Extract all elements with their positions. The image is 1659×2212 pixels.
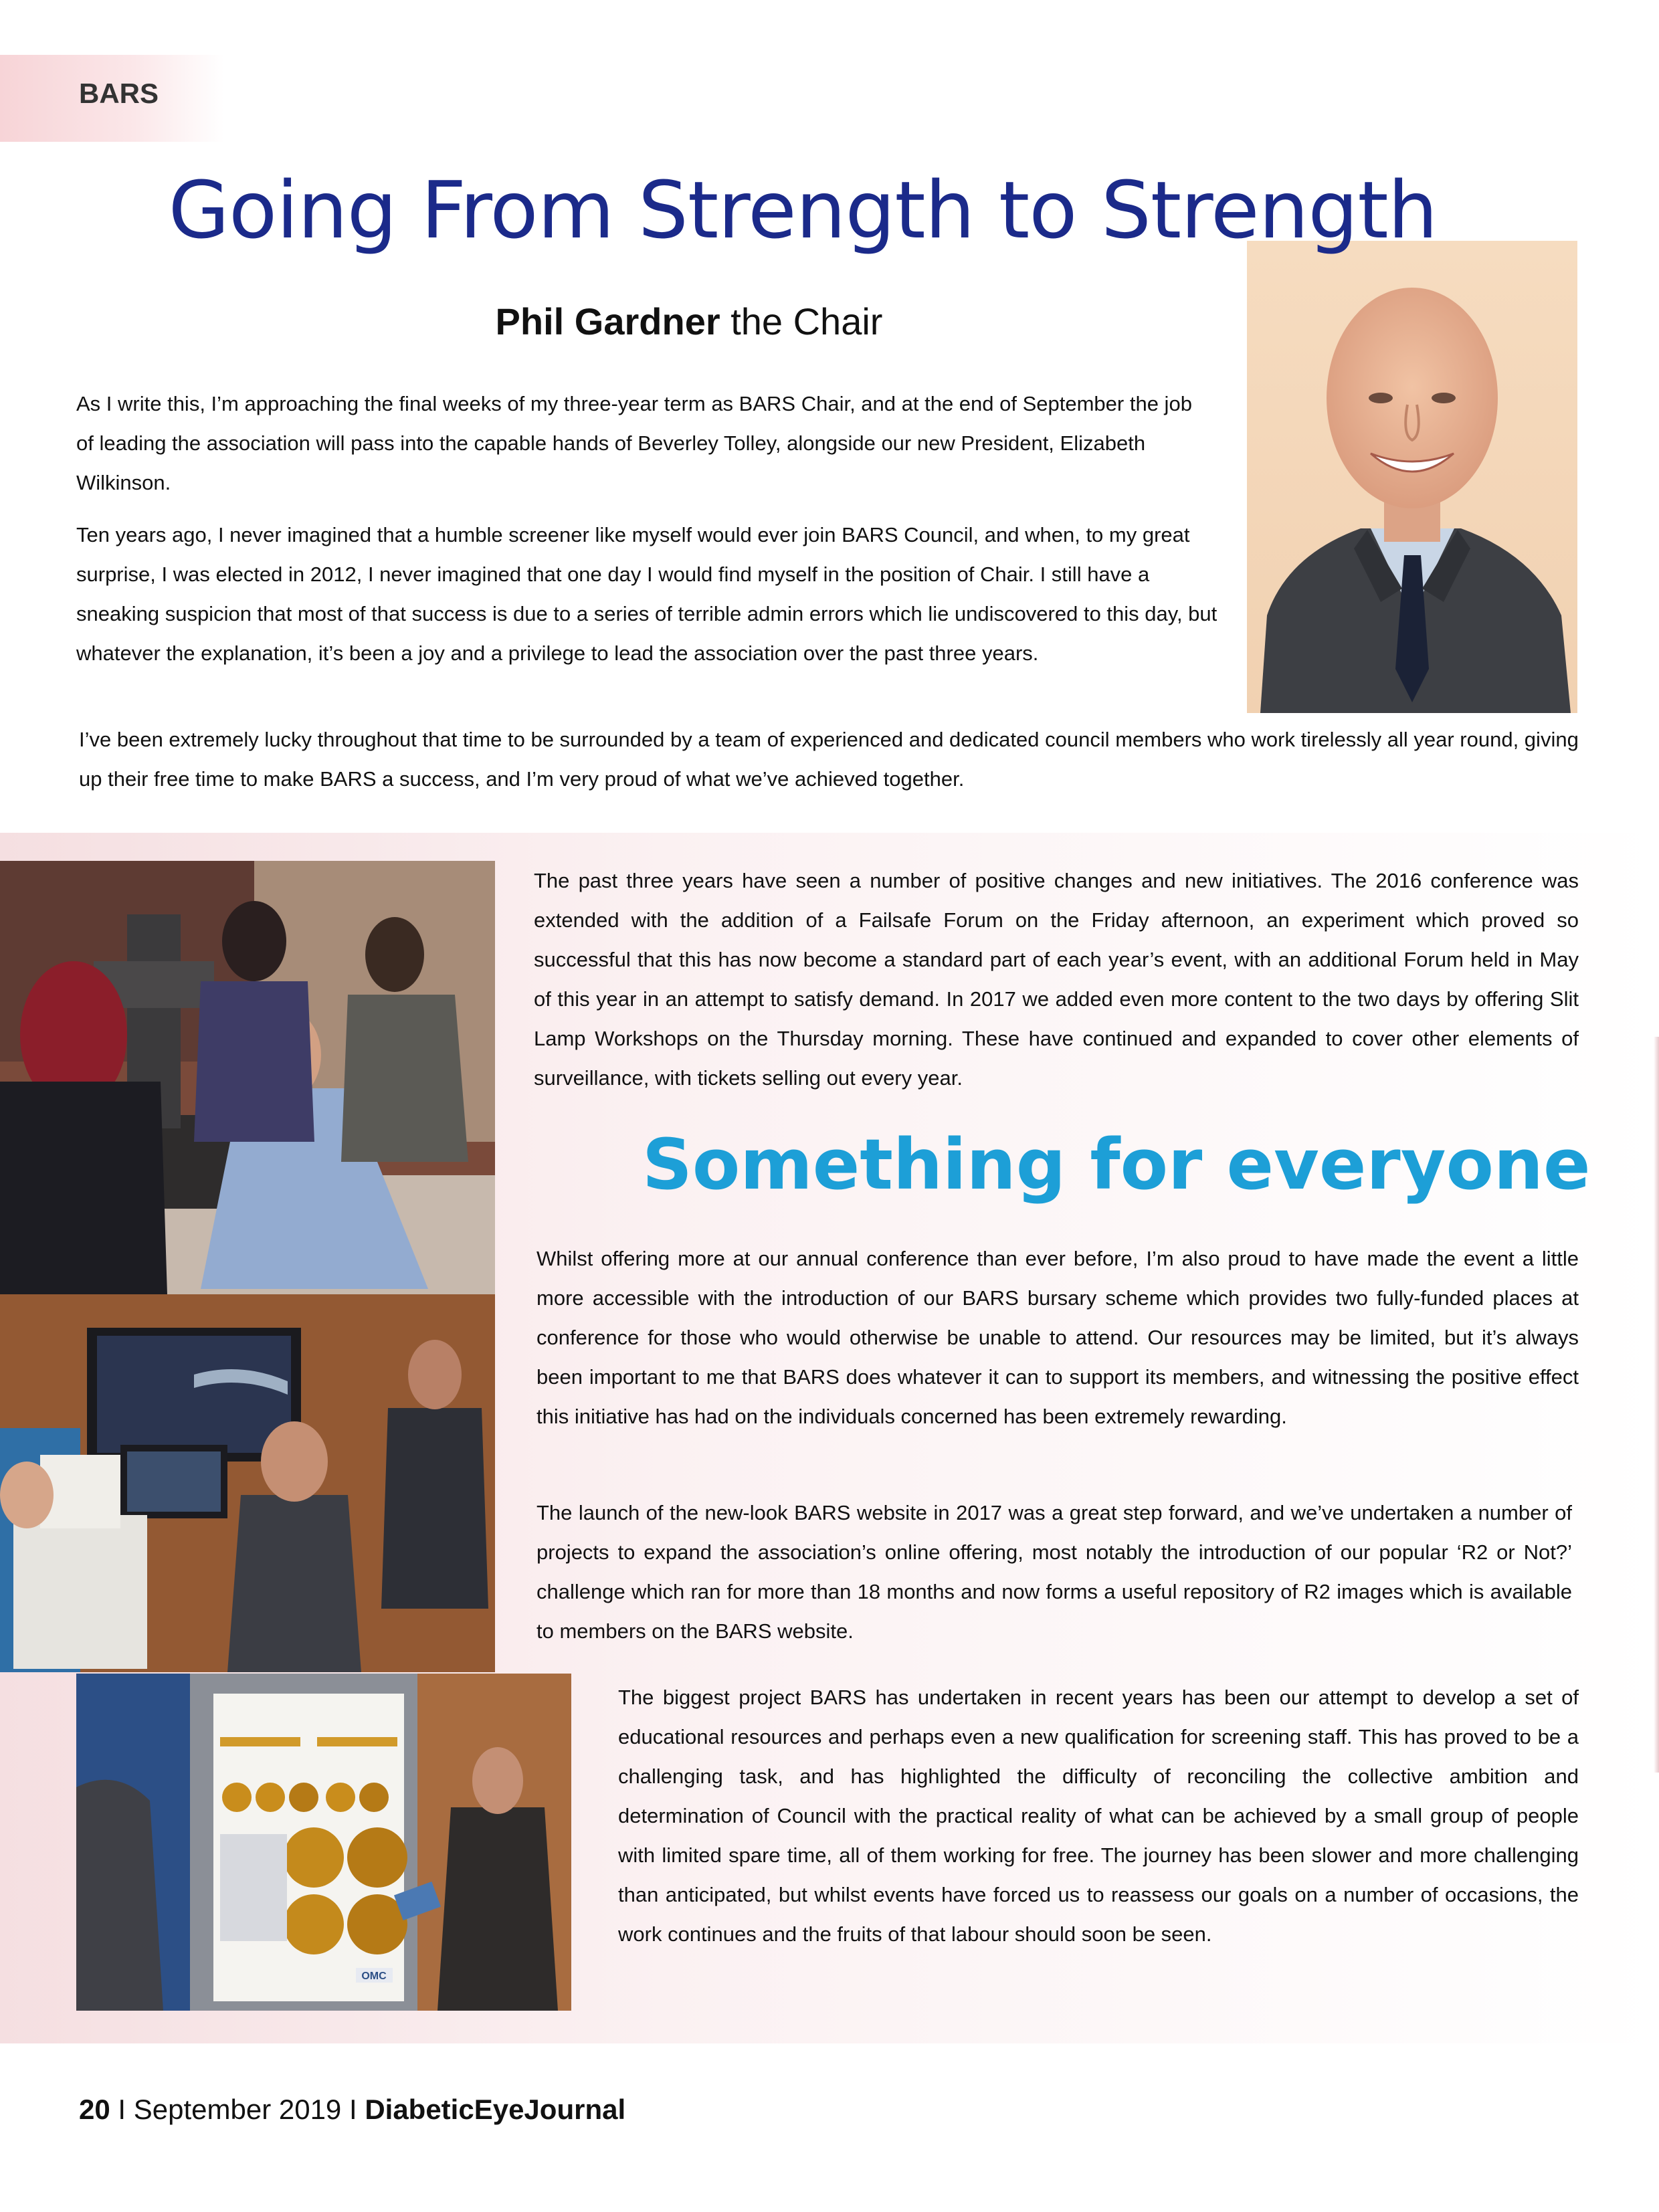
bursary-paragraph: Whilst offering more at our annual conference than ever before, I’m also proud to have made the event a little more accessible with the introduction of our BARS bursary scheme which provides two fully-funded places at conference for those who would otherwise be unable to attend. Our resources may be limited, but it’s always been important to me that BARS does whatever it can to support its members, and witnessing the positive effect this initiative has had on the individuals concerned has been extremely rewarding. [536, 1247, 1579, 1428]
page-number: 20 [79, 2094, 110, 2125]
journal-name: DiabeticEyeJournal [365, 2094, 626, 2125]
issue-date: September 2019 [133, 2094, 342, 2125]
retinal-imaging-photo [0, 1294, 495, 1672]
website-paragraph: The launch of the new-look BARS website in 2017 was a great step forward, and we’ve undertaken a number of projects to expand the association’s online offering, most notably the introduction of our popular ‘R2 or Not?’ challenge which ran for more than 18 months and now forms a useful repository of R2 images which is available to members on the BARS website. [536, 1501, 1572, 1643]
byline-role: the Chair [730, 300, 883, 342]
section-heading: Something for everyone [642, 1124, 1591, 1205]
wide-paragraph: I’ve been extremely lucky throughout that time to be surrounded by a team of experienced and dedicated council members who work tirelessly all year round, giving up their free time to make BARS a success, and I’m very proud of what we’ve achieved together. [79, 728, 1579, 791]
author-portrait [1247, 241, 1577, 713]
page-edge-shadow [1654, 1037, 1659, 1773]
education-paragraph: The biggest project BARS has undertaken in recent years has been our attempt to develop a set of educational resources and perhaps even a new qualification for screening staff. This has proved to be a challenging task, and has highlighted the difficulty of reconciling the collective ambition and determination of Council with the practical reality of what can be achieved by a small group of people with limited spare time, all of them working for free. The journey has been slower and more challenging than anticipated, but whilst events have forced us to reassess our goals on a number of occasions, the work continues and the fruits of that labour should soon be seen. [618, 1686, 1579, 1946]
slit-lamp-workshop-photo [0, 861, 495, 1294]
intro-paragraph-2: Ten years ago, I never imagined that a humble screener like myself would ever join BARS Council, and when, to my great surprise, I was elected in 2012, I never imagined that one day I would find myself in the position of Chair. I still have a sneaking suspicion that most of that success is due to a series of terrible admin errors which lie undiscovered to this day, but whatever the explanation, it’s been a joy and a privilege to lead the association over the past three years. [76, 523, 1217, 665]
byline [0, 300, 1378, 343]
section-tag-label: BARS [79, 78, 159, 109]
byline-name: Phil Gardner [495, 300, 720, 342]
poster-logo: OMC [361, 1971, 387, 1982]
footer-separator-1: I [118, 2094, 126, 2125]
page-footer [79, 2094, 625, 2126]
footer-separator-2: I [349, 2094, 357, 2125]
section-tag [0, 55, 224, 142]
page-title: Going From Strength to Strength [168, 164, 1438, 256]
intro-paragraph-1: As I write this, I’m approaching the final weeks of my three-year term as BARS Chair, and at the end of September the job of leading the association will pass into the capable hands of Beverley Tolley, alongside our new President, Elizabeth Wilkinson. [76, 392, 1192, 494]
poster-presentation-photo [76, 1674, 571, 2011]
changes-paragraph: The past three years have seen a number of positive changes and new initiatives. The 2016 conference was extended with the addition of a Failsafe Forum on the Friday afternoon, an experiment which proved so successful that this has now become a standard part of each year’s event, with an additional Forum held in May of this year in an attempt to satisfy demand. In 2017 we added even more content to the two days by offering Slit Lamp Workshops on the Thursday morning. These have continued and expanded to cover other elements of surveillance, with tickets selling out every year. [534, 869, 1579, 1090]
